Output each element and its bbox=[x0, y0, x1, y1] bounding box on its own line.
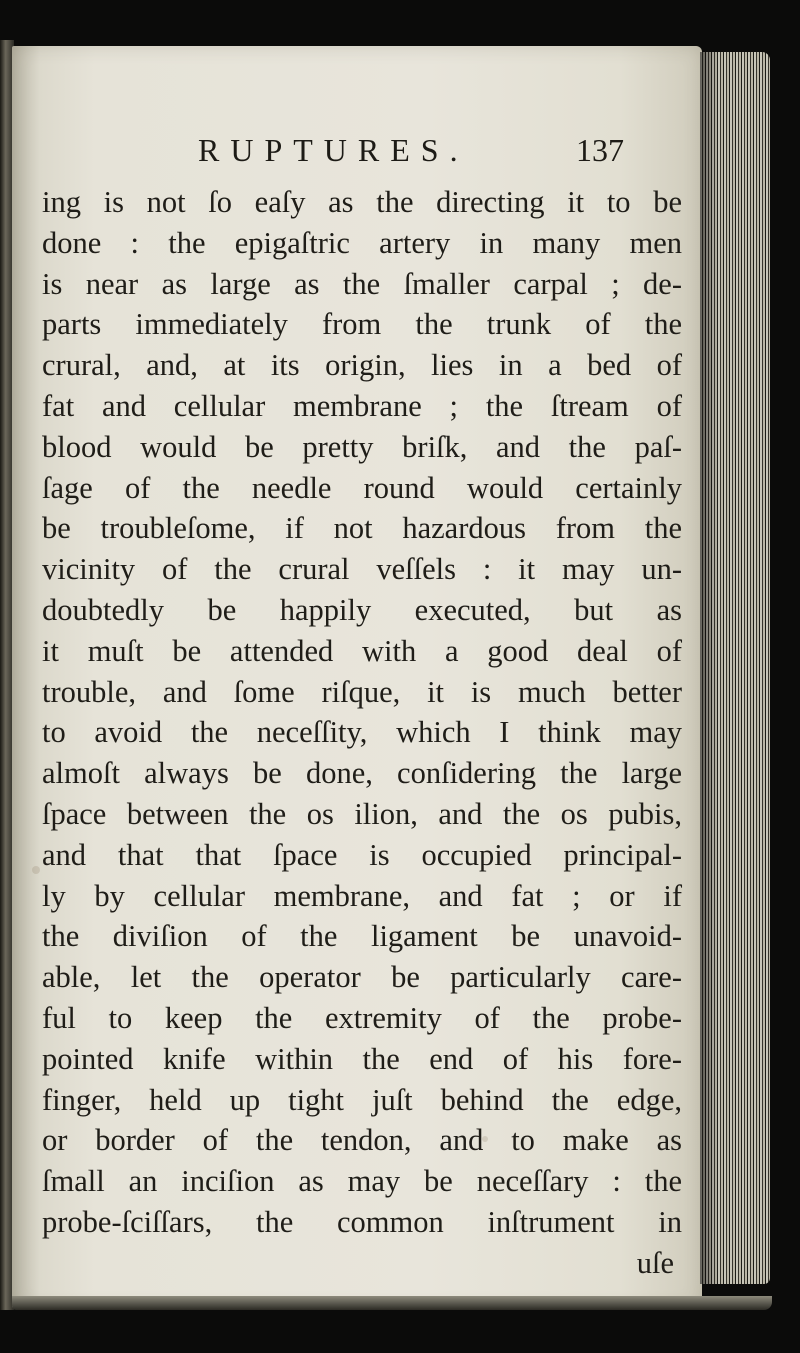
text-line: finger, held up tight juſt behind the edge, bbox=[42, 1082, 682, 1117]
text-line: and that that ſpace is occupied principal- bbox=[42, 837, 682, 872]
page-text bbox=[42, 126, 682, 1284]
text-line: the diviſion of the ligament be unavoid- bbox=[42, 919, 682, 954]
text-line: or border of the tendon, and to make as bbox=[42, 1123, 682, 1158]
text-line: ſmall an inciſion as may be neceſſary : the bbox=[42, 1164, 682, 1199]
text-line: it muſt be attended with a good deal of bbox=[42, 633, 682, 668]
text-line: crural, and, at its origin, lies in a bed of bbox=[42, 348, 682, 383]
text-line: to avoid the neceſſity, which I think may bbox=[42, 715, 682, 750]
text-line: blood would be pretty briſk, and the paſ- bbox=[42, 429, 682, 464]
text-line: ing is not ſo eaſy as the directing it to be bbox=[42, 185, 682, 219]
page-stack-bottom-edge bbox=[12, 1296, 772, 1310]
text-line: pointed knife within the end of his fore- bbox=[42, 1041, 682, 1076]
page-number: 137 bbox=[576, 132, 624, 168]
text-line: able, let the operator be particularly care- bbox=[42, 960, 682, 995]
text-line: ly by cellular membrane, and fat ; or if bbox=[42, 878, 682, 913]
text-line: trouble, and ſome riſque, it is much better bbox=[42, 674, 682, 709]
text-line: probe-ſciſſars, the common inſtrument in bbox=[42, 1204, 682, 1239]
text-line: be troubleſome, if not hazardous from the bbox=[42, 511, 682, 546]
fore-edge-shadow bbox=[700, 52, 718, 1284]
body-text bbox=[42, 182, 682, 1284]
catchword: uſe bbox=[636, 1245, 674, 1280]
running-head bbox=[42, 126, 682, 182]
text-line: almoſt always be done, conſidering the large bbox=[42, 756, 682, 791]
text-line: doubtedly be happily executed, but as bbox=[42, 592, 682, 627]
text-line: ful to keep the extremity of the probe- bbox=[42, 1000, 682, 1035]
text-line: is near as large as the ſmaller carpal ; de- bbox=[42, 266, 682, 301]
text-line: ſpace between the os ilion, and the os pubis, bbox=[42, 796, 682, 831]
text-line: parts immediately from the trunk of the bbox=[42, 307, 682, 342]
text-line: done : the epigaſtric artery in many men bbox=[42, 225, 682, 260]
text-line: ſage of the needle round would certainly bbox=[42, 470, 682, 505]
text-line: fat and cellular membrane ; the ſtream of bbox=[42, 388, 682, 423]
paper-spot bbox=[32, 866, 40, 874]
text-line: vicinity of the crural veſſels : it may un- bbox=[42, 552, 682, 587]
running-head-title: RUPTURES. bbox=[198, 132, 469, 168]
